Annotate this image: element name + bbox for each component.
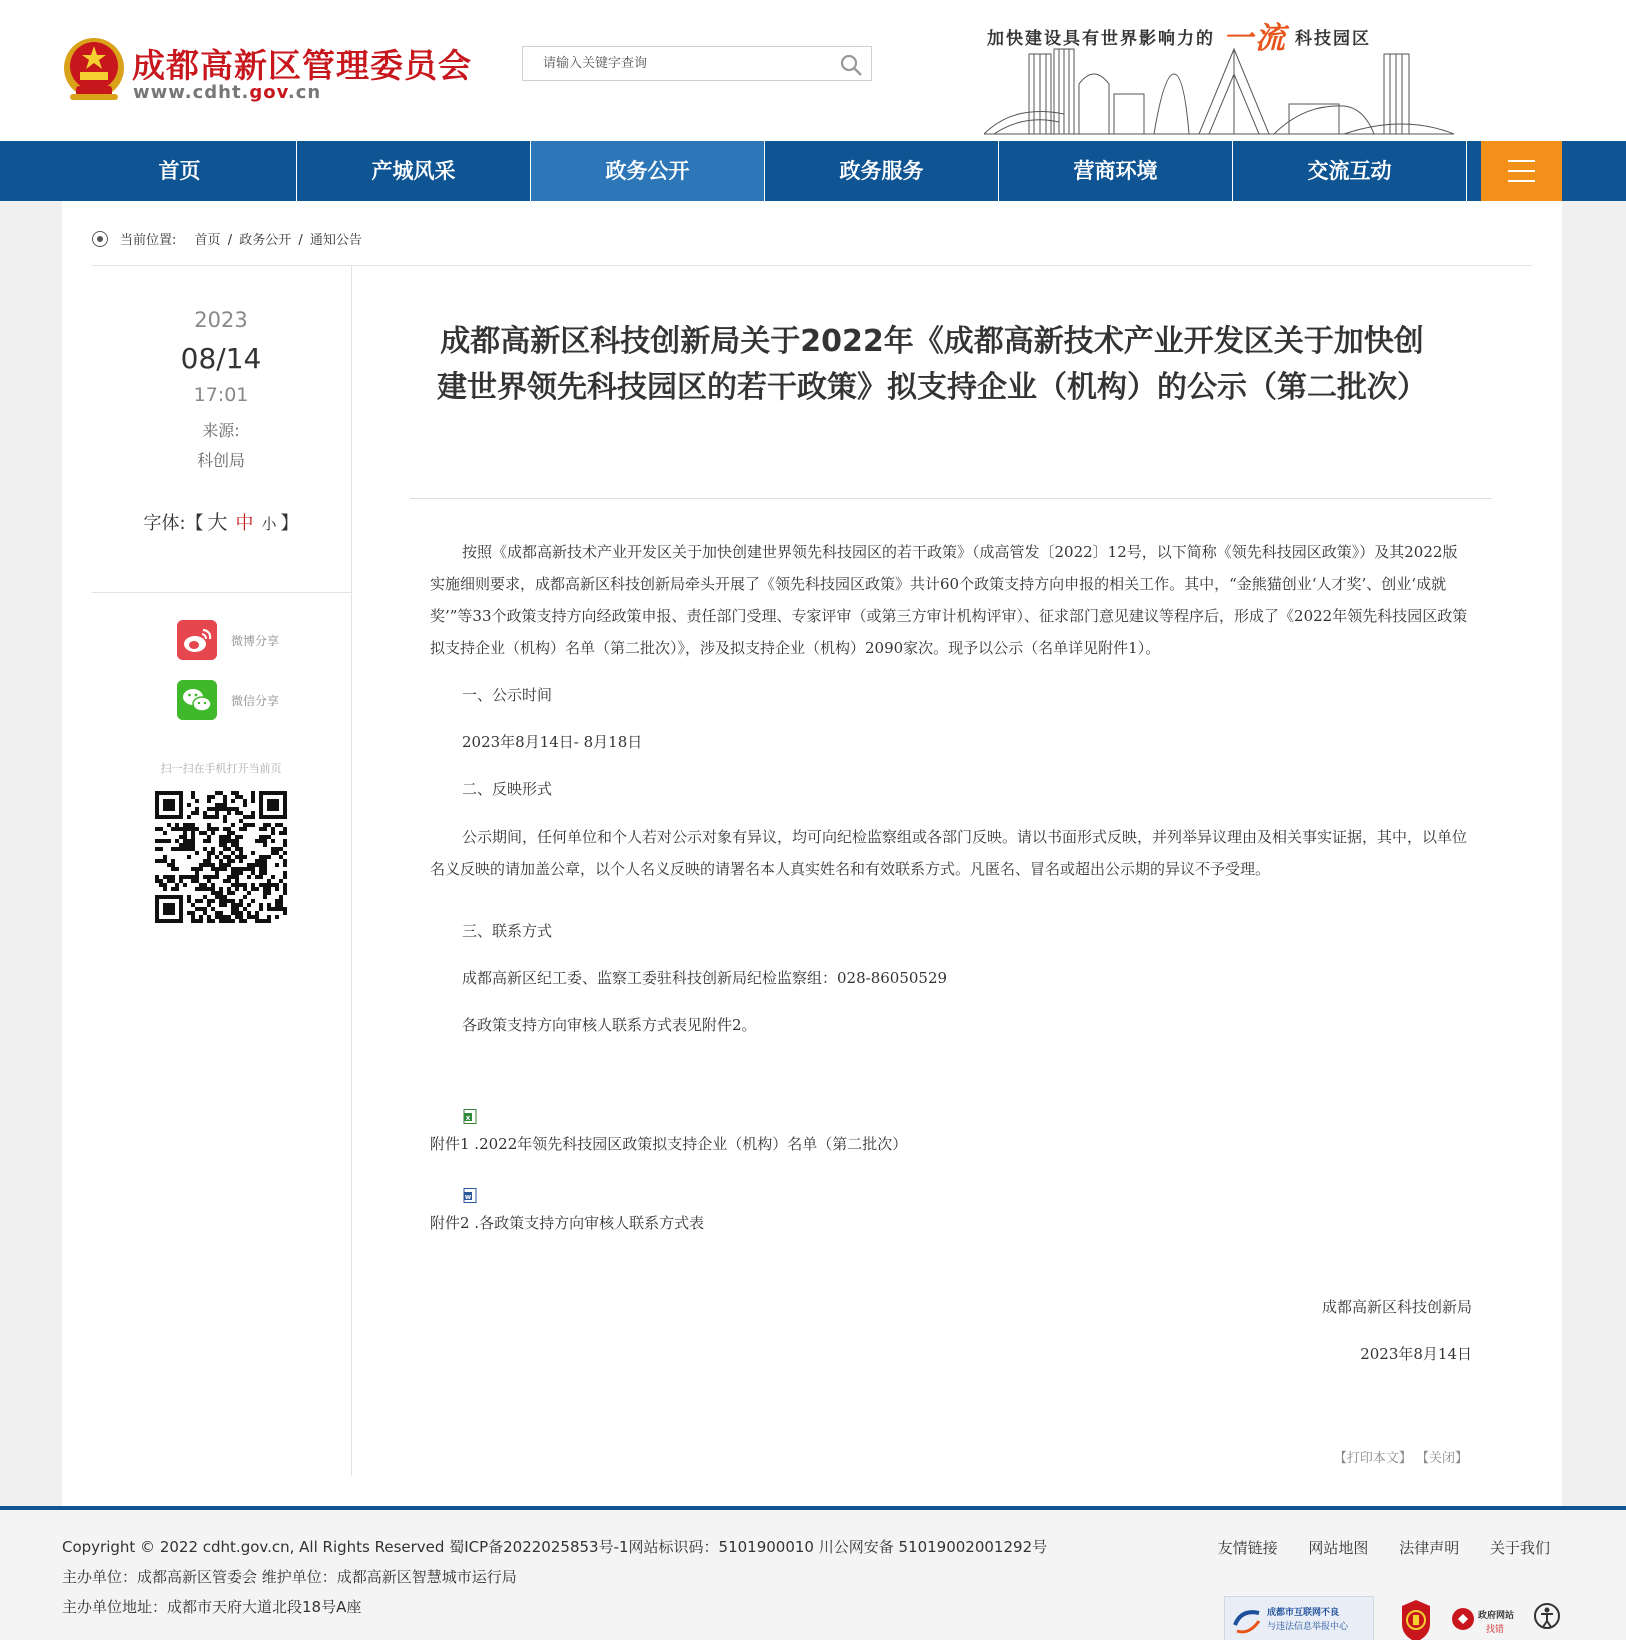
article-actions [1334,1447,1468,1466]
nav-item-business[interactable]: 营商环境 [999,141,1233,201]
source-value: 科创局 [196,451,245,470]
weibo-icon [177,620,217,660]
footer-links [1192,1537,1550,1558]
breadcrumb-notices[interactable]: 通知公告 [309,233,362,248]
section-heading: 一、公示时间 [462,686,553,704]
svg-text:x: x [465,1114,471,1122]
site-header [0,0,1626,141]
breadcrumb-label: 当前位置: [120,233,177,248]
font-medium-button[interactable]: 中 [235,513,254,534]
search-box [522,46,872,81]
section-heading: 二、反映形式 [462,780,553,798]
find-error-line2: 找错 [1486,1625,1505,1635]
footer-link-legal[interactable]: 法律声明 [1399,1539,1460,1557]
nav-item-city[interactable]: 产城风采 [297,141,531,201]
accessibility-icon[interactable] [1532,1596,1562,1640]
font-size-label: 字体: [143,513,186,534]
wechat-icon [177,680,217,720]
footer-link-sitemap[interactable]: 网站地图 [1308,1539,1369,1557]
nav-item-gov-affairs[interactable]: 政务公开 [531,141,765,201]
find-error-icon [1450,1606,1476,1632]
sidebar-divider [92,592,352,593]
slogan-post: 科技园区 [1295,29,1371,49]
qr-code-icon [155,791,287,923]
article-paragraph: 成都高新区纪工委、监察工委驻科技创新局纪检监察组：028-86050529 [462,969,948,987]
site-url-highlight: gov [249,82,288,103]
source-label: 来源: [202,421,240,440]
site-url [133,82,321,103]
national-emblem-icon [62,36,126,104]
city-skyline-icon [984,44,1454,138]
weibo-share-button[interactable] [177,620,297,660]
site-url-suffix: .cn [287,82,322,103]
wechat-share-button[interactable] [177,680,297,720]
publish-date: 08/14 [180,342,262,375]
qr-tip: 扫一扫在手机打开当前页 [160,762,282,775]
breadcrumb-gov-affairs[interactable]: 政务公开 [239,233,292,248]
main-content [62,201,1562,1506]
report-center-badge[interactable] [1224,1596,1374,1640]
font-large-button[interactable]: 大 [207,510,228,534]
article-paragraph: 按照《成都高新技术产业开发区关于加快创建世界领先科技园区的若干政策》（成高管发〔2022〕12号，以下简称《领先科技园区政策》）及其2022版实施细则要求，成都高新区科技创新局牵头开展了《领先科技园区政策》共计60个政策支持方向申报的相关工作。其中，“金熊猫创业‘人才奖’、创业‘成就奖’”等33个政策支持方向经政策申报、责任部门受理、专家评审（或第三方审计机构评审）、征求部门意见建议等程序后，形成了《2022年领先科技园区政策拟支持企业（机构）名单（第二批次）》，涉及拟支持企业（机构）2090家次。现予以公示（名单详见附件1）。 [430,543,1468,657]
nav-item-interaction[interactable]: 交流互动 [1233,141,1467,201]
report-logo-icon [1231,1605,1263,1637]
section-heading: 三、联系方式 [462,922,553,940]
font-bracket-close: 】 [280,513,299,534]
article-paragraph: 各政策支持方向审核人联系方式表见附件2。 [462,1016,757,1034]
print-button[interactable]: 【打印本文】 [1333,1451,1412,1466]
sponsor-text: 主办单位：成都高新区管委会 维护单位：成都高新区智慧城市运行局 [62,1568,517,1586]
nav-item-gov-services[interactable]: 政务服务 [765,141,999,201]
article-paragraph: 2023年8月14日- 8月18日 [462,733,643,751]
breadcrumb-sep: / [227,233,233,248]
location-dot-icon [92,231,108,247]
attachment-1-link[interactable]: 附件1 .2022年领先科技园区政策拟支持企业（机构）名单（第二批次） [430,1135,908,1153]
report-badge-line2: 与违法信息举报中心 [1267,1622,1349,1632]
footer-link-friends[interactable]: 友情链接 [1217,1539,1278,1557]
breadcrumb-home[interactable]: 首页 [194,233,221,248]
weibo-share-label: 微博分享 [231,634,280,648]
find-error-line1: 政府网站 [1478,1611,1515,1621]
site-url-prefix: www.cdht. [133,82,250,103]
report-badge-line1: 成都市互联网不良 [1267,1608,1340,1618]
excel-file-icon[interactable] [463,1109,478,1124]
signature-org: 成都高新区科技创新局 [1321,1298,1472,1316]
article-title: 成都高新区科技创新局关于2022年《成都高新技术产业开发区关于加快创建世界领先科技园区的若干政策》拟支持企业（机构）的公示（第二批次） [437,324,1427,405]
publish-time: 17:01 [193,384,249,406]
main-nav [0,141,1626,201]
search-icon[interactable] [839,53,863,77]
svg-text:w: w [464,1193,472,1201]
breadcrumb-sep: / [298,233,303,248]
font-size-control [92,506,350,535]
site-name[interactable]: 成都高新区管理委员会 [132,46,472,85]
close-button[interactable]: 【关闭】 [1415,1451,1468,1466]
attachment-2-link[interactable]: 附件2 .各政策支持方向审核人联系方式表 [430,1214,705,1232]
font-bracket-open: 【 [185,513,204,534]
hamburger-icon[interactable] [1481,141,1562,201]
footer-link-about[interactable]: 关于我们 [1489,1539,1550,1557]
title-divider [410,498,1492,499]
address-text: 主办单位地址：成都市天府大道北段18号A座 [62,1598,362,1616]
nav-item-home[interactable]: 首页 [63,141,297,201]
site-footer [0,1510,1626,1640]
word-file-icon[interactable] [463,1188,478,1203]
search-input[interactable] [523,47,813,80]
party-gov-badge-icon[interactable] [1399,1596,1433,1640]
signature-date: 2023年8月14日 [1360,1345,1472,1363]
find-error-badge[interactable] [1450,1596,1518,1640]
article-sidebar [92,266,352,1476]
wechat-share-label: 微信分享 [231,694,280,708]
copyright-text: Copyright © 2022 cdht.gov.cn, All Rights Reserved 蜀ICP备2022025853号-1网站标识码：5101900010 川公网安备 51019002001292号 [62,1538,1048,1556]
article-paragraph: 公示期间，任何单位和个人若对公示对象有异议，均可向纪检监察组或各部门反映。请以书面形式反映，并列举异议理由及相关事实证据，其中，以单位名义反映的请加盖公章，以个人名义反映的请署名本人真实姓名和有效联系方式。凡匿名、冒名或超出公示期的异议不予受理。 [430,828,1468,878]
publish-year: 2023 [194,308,248,332]
slogan-highlight: 一流 [1223,21,1287,56]
breadcrumb [92,229,362,248]
slogan-pre: 加快建设具有世界影响力的 [987,29,1215,49]
font-small-button[interactable]: 小 [261,515,277,533]
